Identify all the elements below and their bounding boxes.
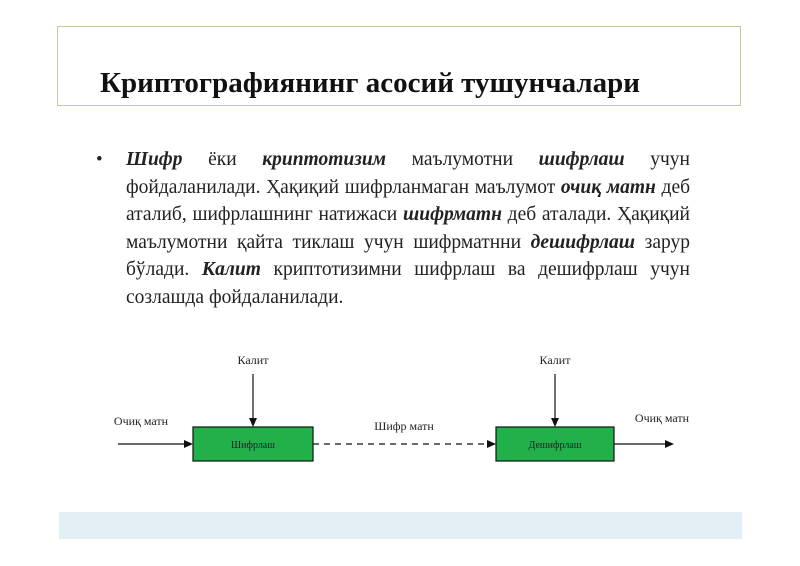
key-label-left: Калит — [237, 353, 269, 367]
emphasized-term: шифрлаш — [538, 149, 625, 170]
bullet-text-run: учун фойдаланилади. Ҳақиқий шифрланмаган маълумот — [126, 149, 690, 198]
emphasized-term: очиқ матн — [560, 176, 656, 198]
key-arrowhead-right — [551, 418, 559, 427]
emphasized-term: Шифр — [126, 149, 183, 170]
footer-band — [59, 512, 742, 539]
bullet-text-run: маълумотни — [386, 149, 539, 170]
output-arrowhead — [665, 440, 674, 448]
bullet-text-run: зарур бўлади. — [126, 231, 690, 280]
emphasized-term: дешифрлаш — [530, 231, 636, 253]
emphasized-term: криптотизим — [262, 149, 387, 170]
plaintext-output-label: Очиқ матн — [634, 411, 690, 425]
emphasized-term: шифрматн — [402, 204, 502, 225]
key-label-right: Калит — [539, 353, 571, 367]
bullet-text-run: ёки — [182, 149, 263, 170]
ciphertext-label: Шифр матн — [374, 419, 434, 433]
slide-title: Криптографиянинг асосий тушунчалари — [100, 67, 640, 99]
input-arrowhead — [184, 440, 193, 448]
bullet-marker: • — [96, 149, 103, 170]
bullet-text-run: деб аталади. Ҳақиқий маълумотни қайта тиклаш учун шифрматнни — [126, 204, 690, 253]
bullet-text-run: криптотизимни шифрлаш ва дешифрлаш учун созлашда фойдаланилади. — [126, 259, 690, 308]
key-arrowhead-left — [249, 418, 257, 427]
encryption-box-label: Шифрлаш — [231, 440, 275, 451]
bullet-text-run: деб аталиб, шифрлашнинг натижаси — [126, 176, 691, 225]
decryption-box-label: Дешифрлаш — [528, 440, 582, 451]
plaintext-input-label: Очиқ матн — [113, 414, 169, 428]
ciphertext-arrowhead — [487, 440, 496, 448]
emphasized-term: Калит — [201, 259, 261, 280]
